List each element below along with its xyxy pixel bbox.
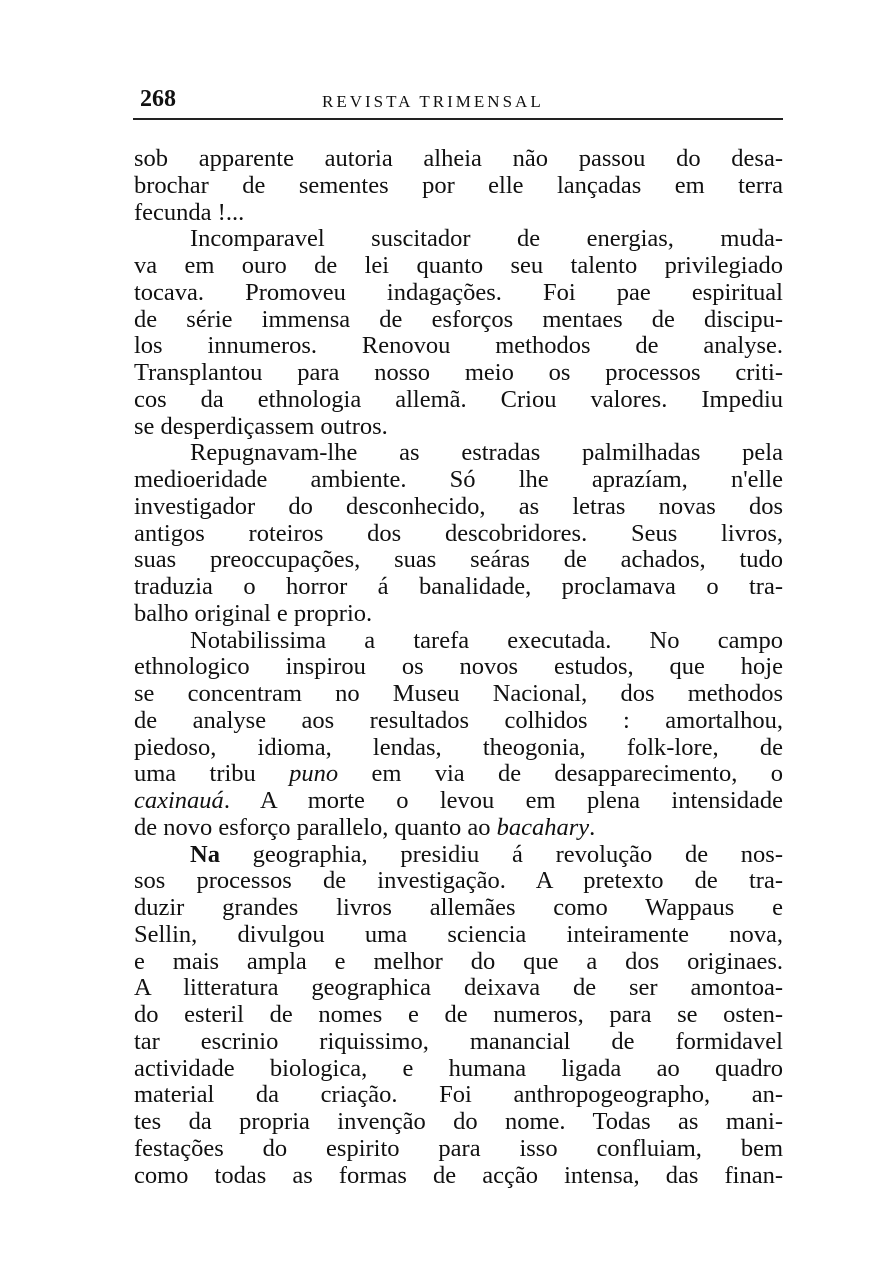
paragraph <box>134 440 783 627</box>
header-rule <box>133 118 783 120</box>
body-text <box>134 146 783 1189</box>
text-line <box>134 735 783 762</box>
text-segment: duzir grandes livros allemães como Wappaus e <box>134 894 783 921</box>
text-line <box>134 628 783 655</box>
text-segment: traduzia o horror á banalidade, proclamava o tra- <box>134 573 783 600</box>
text-segment: suas preoccupações, suas seáras de achados, tudo <box>134 546 783 574</box>
text-line <box>134 1082 783 1109</box>
text-line <box>134 601 783 628</box>
text-segment: piedoso, idioma, lendas, theogonia, folk-lore, de <box>134 733 783 761</box>
text-segment: se desperdiçassem outros. <box>134 412 388 440</box>
text-line <box>134 574 783 601</box>
text-line <box>134 494 783 521</box>
text-line <box>134 333 783 360</box>
text-line <box>134 815 783 842</box>
text-line <box>134 842 783 869</box>
text-segment: cos da ethnologia allemã. Criou valores. Impediu <box>134 385 783 413</box>
text-segment: actividade biologica, e humana ligada ao quadro <box>134 1054 783 1082</box>
text-line <box>134 414 783 441</box>
text-line <box>134 1163 783 1190</box>
text-segment: tocava. Promoveu indagações. Foi pae espiritual <box>134 278 783 306</box>
text-segment: tes da propria invenção do nome. Todas as mani- <box>134 1108 783 1135</box>
text-line <box>134 895 783 922</box>
text-line <box>134 467 783 494</box>
paragraph <box>134 842 783 1190</box>
text-segment: de série immensa de esforços mentaes de discipu- <box>134 305 783 333</box>
text-line <box>134 547 783 574</box>
text-segment: sos processos de investigação. A pretexto de tra- <box>134 867 783 895</box>
text-line <box>134 521 783 548</box>
text-segment: do esteril de nomes e de numeros, para se osten- <box>134 1001 783 1028</box>
text-segment: e mais ampla e melhor do que a dos originaes. <box>134 947 783 975</box>
running-title: REVISTA TRIMENSAL <box>322 92 544 111</box>
text-line <box>134 280 783 307</box>
text-segment: tar escrinio riquissimo, manancial de formidavel <box>134 1027 783 1055</box>
text-line <box>134 200 783 227</box>
text-segment: festações do espirito para isso confluiam, bem <box>134 1134 783 1162</box>
text-segment: Transplantou para nosso meio os processos criti- <box>134 359 783 386</box>
text-line <box>134 975 783 1002</box>
text-segment: material da criação. Foi anthropogeographo, an- <box>134 1081 783 1109</box>
text-line <box>134 1002 783 1029</box>
text-line <box>134 654 783 681</box>
text-segment: investigador do desconhecido, as letras novas dos <box>134 492 783 520</box>
text-line <box>134 387 783 414</box>
text-segment: Notabilissima a tarefa executada. No campo <box>190 626 783 654</box>
text-segment: em via de desapparecimento, o <box>338 760 783 788</box>
paragraph <box>134 226 783 440</box>
italic-text: caxinauá <box>134 787 224 814</box>
text-segment: se concentram no Museu Nacional, dos methodos <box>134 680 783 707</box>
text-segment: geographia, presidiu á revolução de nos- <box>219 840 783 868</box>
paragraph <box>134 628 783 842</box>
text-segment: como todas as formas de acção intensa, das finan- <box>134 1161 783 1189</box>
text-line <box>134 788 783 815</box>
text-segment: Sellin, divulgou uma sciencia inteiramente nova, <box>134 920 783 948</box>
text-segment: . <box>589 813 596 841</box>
bold-text: Na <box>190 840 220 868</box>
text-line <box>134 253 783 280</box>
text-line <box>134 360 783 387</box>
text-line <box>134 708 783 735</box>
text-line <box>134 146 783 173</box>
italic-text: puno <box>289 760 339 788</box>
text-segment: Incomparavel suscitador de energias, muda- <box>190 225 783 253</box>
text-line <box>134 307 783 334</box>
italic-text: bacahary <box>496 813 590 841</box>
text-segment: uma tribu <box>134 760 290 788</box>
text-segment: brochar de sementes por elle lançadas em terra <box>134 171 783 199</box>
text-line <box>134 440 783 467</box>
text-segment: . A morte o levou em plena intensidade <box>223 787 783 814</box>
paragraph <box>134 146 783 226</box>
text-segment: A litteratura geographica deixava de ser amontoa- <box>134 974 783 1002</box>
running-header <box>136 84 783 118</box>
text-segment: sob apparente autoria alheia não passou do desa- <box>134 145 783 172</box>
text-line <box>134 949 783 976</box>
text-segment: los innumeros. Renovou methodos de analyse. <box>134 332 783 360</box>
text-line <box>134 868 783 895</box>
page-number: 268 <box>140 86 176 112</box>
text-segment: balho original e proprio. <box>134 599 373 627</box>
text-line <box>134 761 783 788</box>
text-line <box>134 1136 783 1163</box>
text-segment: antigos roteiros dos descobridores. Seus livros, <box>134 519 783 547</box>
text-segment: de analyse aos resultados colhidos : amortalhou, <box>134 706 783 734</box>
text-segment: va em ouro de lei quanto seu talento privilegiado <box>134 252 783 279</box>
text-segment: Repugnavam-lhe as estradas palmilhadas pela <box>190 439 783 467</box>
text-line <box>134 173 783 200</box>
text-segment: fecunda !... <box>134 198 245 226</box>
text-line <box>134 226 783 253</box>
text-line <box>134 681 783 708</box>
text-line <box>134 1056 783 1083</box>
text-segment: medioeridade ambiente. Só lhe aprazíam, n'elle <box>134 466 783 493</box>
text-line <box>134 1109 783 1136</box>
text-segment: ethnologico inspirou os novos estudos, que hoje <box>134 653 783 681</box>
text-line <box>134 922 783 949</box>
text-line <box>134 1029 783 1056</box>
text-segment: de novo esforço parallelo, quanto ao <box>134 813 497 841</box>
